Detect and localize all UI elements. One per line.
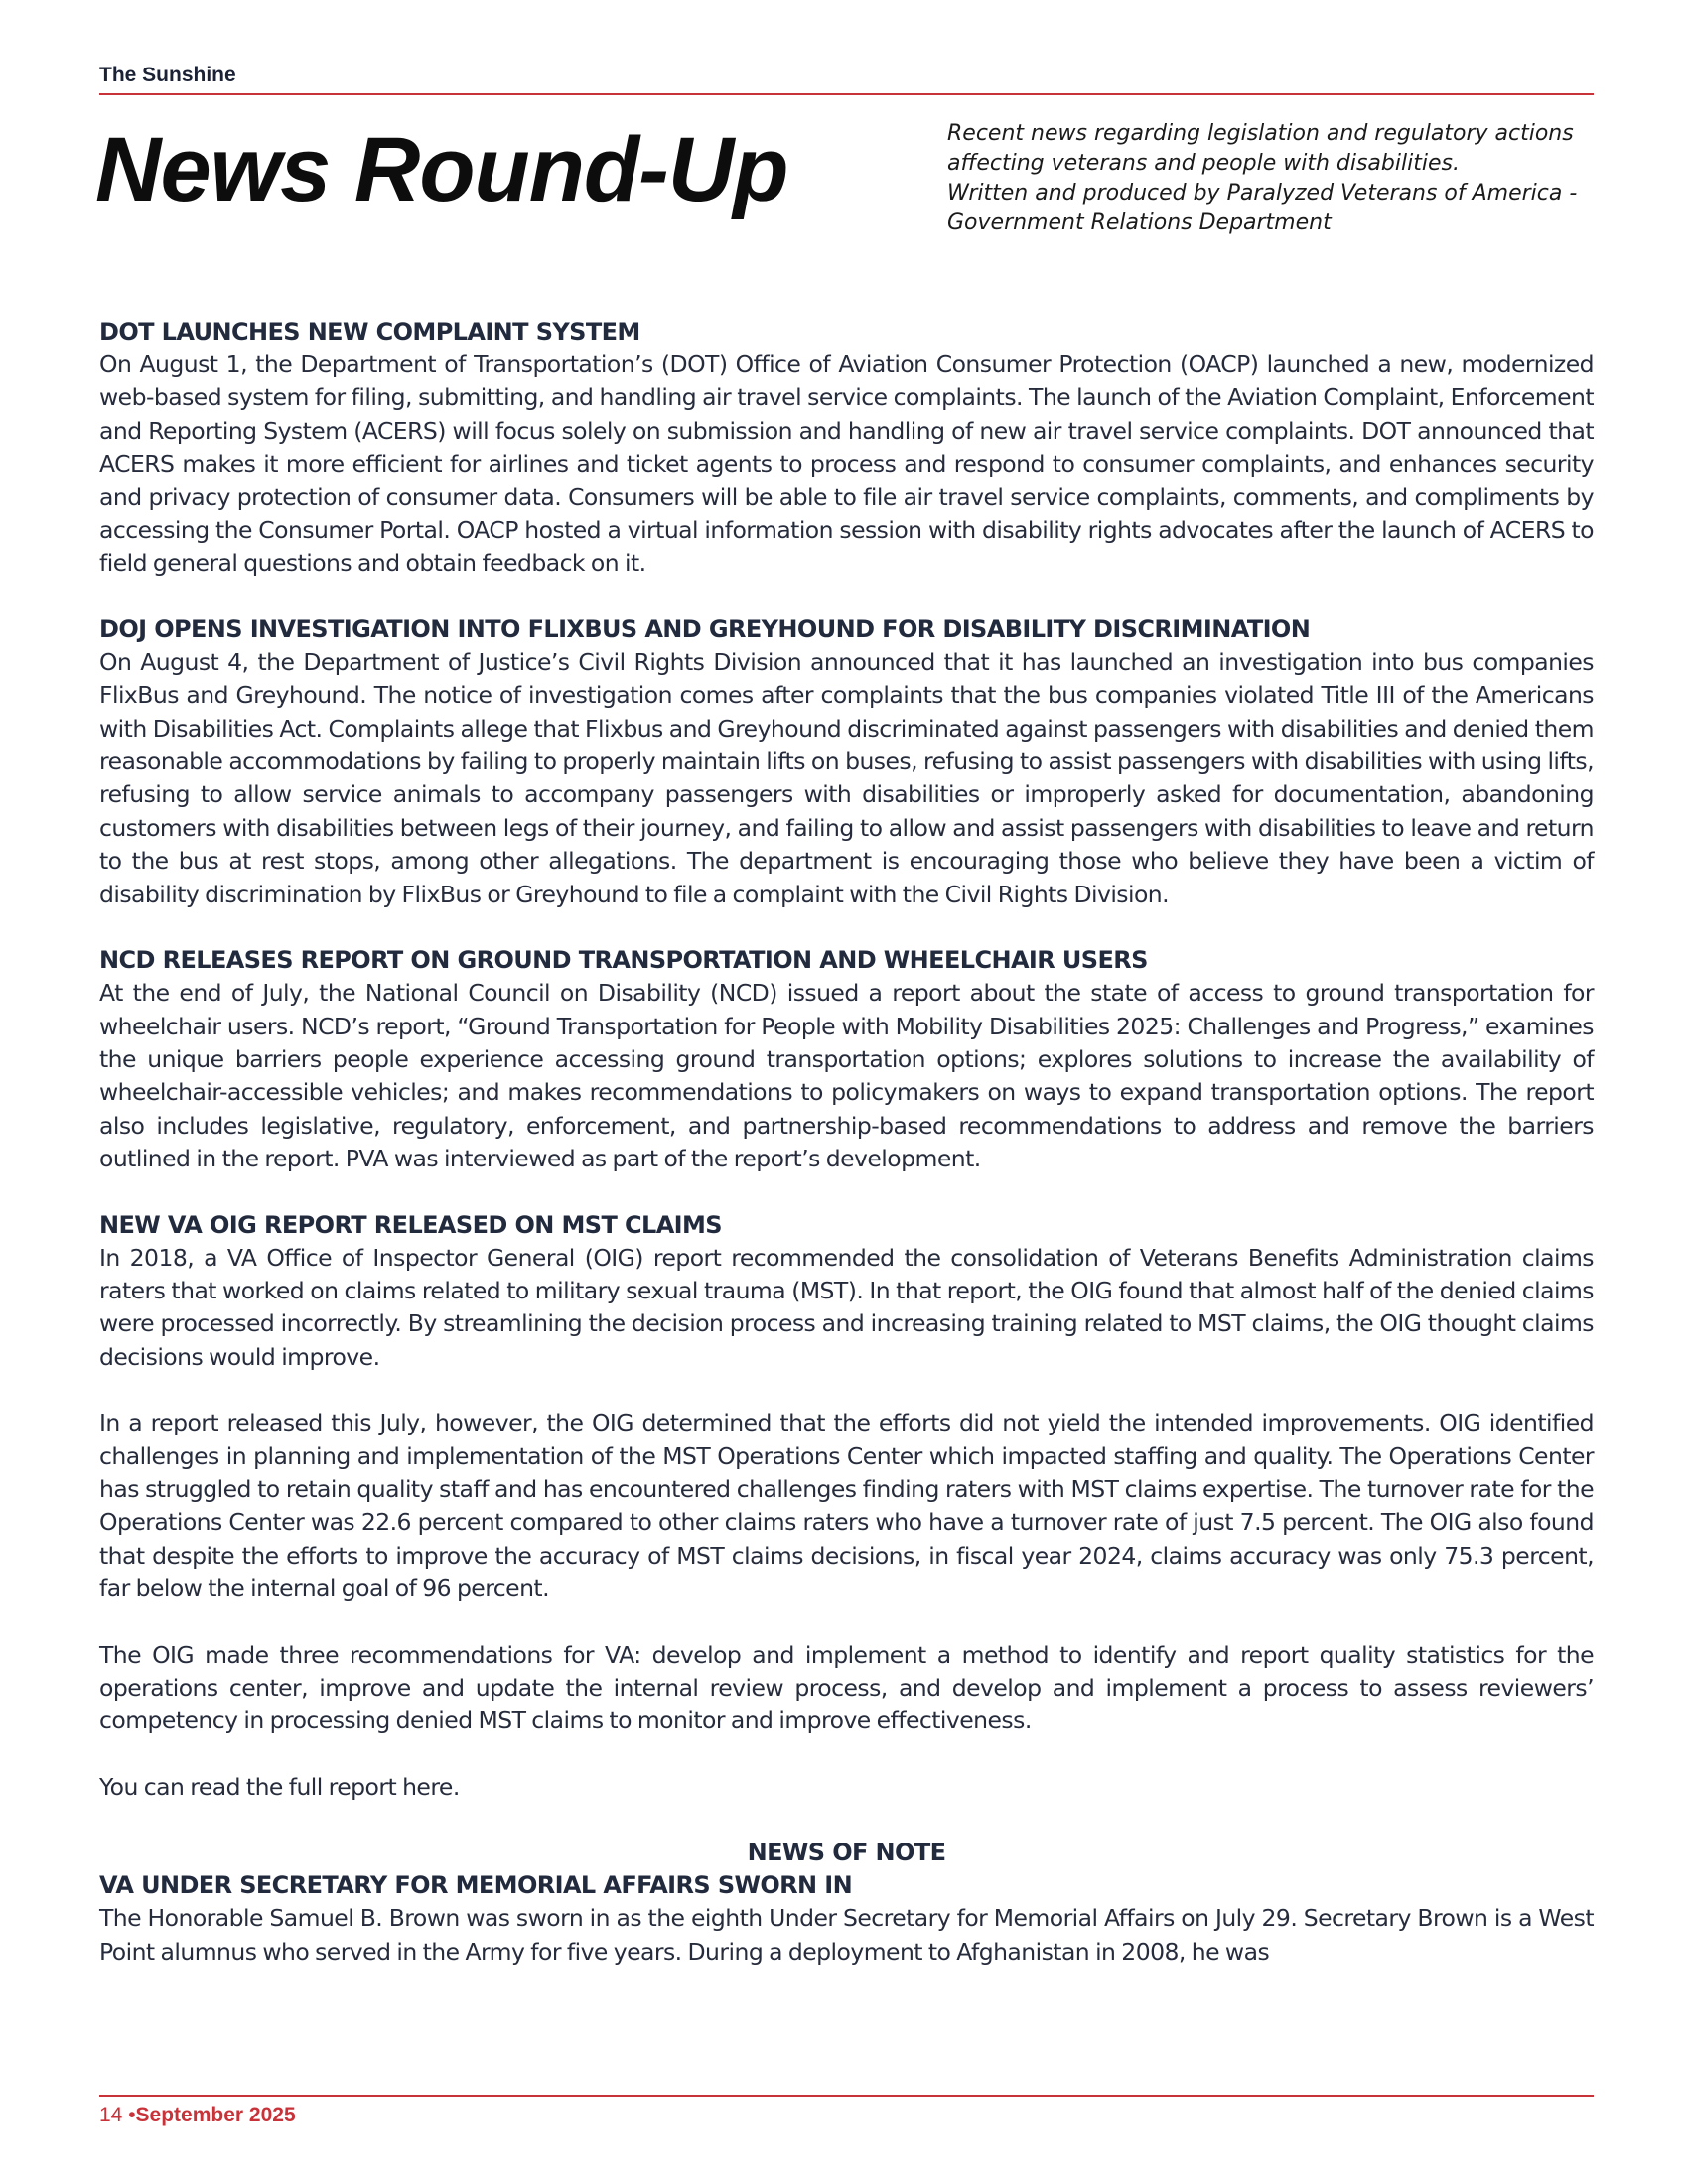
news-of-note: [99, 1837, 1594, 1969]
page-title: News Round-Up: [95, 119, 788, 220]
full-report-link-text[interactable]: You can read the full report here.: [99, 1772, 460, 1801]
intro-description: Recent news regarding legislation and regulatory actions affecting veterans and people with disabilities.: [947, 121, 1574, 176]
footer-separator: •: [122, 2104, 136, 2126]
article-paragraph: In 2018, a VA Office of Inspector General (OIG) report recommended the consolidation of Veterans Benefits Administration claims raters that worked on claims related to military sexual trauma (MST). In that report, the OIG found that almost half of the denied claims were processed incorrectly. By streamlining the decision process and increasing training related to MST claims, the OIG thought claims decisions would improve.: [99, 1243, 1594, 1371]
intro-credit: Written and produced by Paralyzed Veterans of America - Government Relations Department: [947, 181, 1578, 235]
spacer: [99, 1738, 1594, 1771]
intro-block: [947, 119, 1603, 238]
spacer: [99, 1374, 1594, 1407]
article-column: [99, 316, 1594, 1969]
article-paragraph: At the end of July, the National Council on Disability (NCD) issued a report about the state of access to ground transportation for wheelchair users. NCD’s report, “Ground Transportation for People with Mobility Disabilities 2025: Challenges and Progress,” examines the unique barriers people experience accessing ground transportation options; explores solutions to increase the availability of wheelchair-accessible vehicles; and makes recommendations to policymakers on ways to expand transportation options. The report also includes legislative, regulatory, enforcement, and partnership-based recommendations to address and remove the barriers outlined in the report. PVA was interviewed as part of the report’s development.: [99, 979, 1594, 1173]
publication-name: The Sunshine: [99, 64, 236, 86]
article-paragraph: In a report released this July, however, the OIG determined that the efforts did not yield the intended improvements. OIG identified challenges in planning and implementation of the MST Operations Center which impacted staffing and quality. The Operations Center has struggled to retain quality staff and has encountered challenges finding raters with MST claims expertise. The turnover rate for the Operations Center was 22.6 percent compared to other claims raters who have a turnover rate of just 7.5 percent. The OIG also found that despite the efforts to improve the accuracy of MST claims decisions, in fiscal year 2024, claims accuracy was only 75.3 percent, far below the internal goal of 96 percent.: [99, 1409, 1594, 1603]
spacer: [99, 581, 1594, 614]
page-number: 14: [99, 2104, 123, 2126]
article-headline: VA UNDER SECRETARY FOR MEMORIAL AFFAIRS SWORN IN: [99, 1871, 853, 1900]
spacer: [99, 1606, 1594, 1639]
spacer: [99, 1176, 1594, 1209]
article-paragraph: On August 4, the Department of Justice’s Civil Rights Division announced that it has launched an investigation into bus companies FlixBus and Greyhound. The notice of investigation comes after complaints that the bus companies violated Title III of the Americans with Disabilities Act. Complaints allege that Flixbus and Greyhound discriminated against passengers with disabilities and denied them reasonable accommodations by failing to properly maintain lifts on buses, refusing to assist passengers with disabilities with using lifts, refusing to allow service animals to accompany passengers with disabilities or improperly asked for documentation, abandoning customers with disabilities between legs of their journey, and failing to allow and assist passengers with disabilities to leave and return to the bus at rest stops, among other allegations. The department is encouraging those who believe they have been a victim of disability discrimination by FlixBus or Greyhound to file a complaint with the Civil Rights Division.: [99, 647, 1594, 908]
article-headline: NEW VA OIG REPORT RELEASED ON MST CLAIMS: [99, 1210, 722, 1239]
article-doj-investigation: [99, 614, 1594, 911]
article-headline: DOJ OPENS INVESTIGATION INTO FLIXBUS AND GREYHOUND FOR DISABILITY DISCRIMINATION: [99, 614, 1311, 643]
article-ncd-report: [99, 944, 1594, 1175]
article-paragraph: The OIG made three recommendations for VA: develop and implement a method to identify and report quality statistics for the operations center, improve and update the internal review process, and develop and implement a process to assess reviewers’ competency in processing denied MST claims to monitor and improve effectiveness.: [99, 1640, 1594, 1735]
header-divider: [99, 93, 1594, 95]
footer-divider: [99, 2095, 1594, 2097]
page-footer: [99, 2104, 296, 2127]
article-paragraph: On August 1, the Department of Transportation’s (DOT) Office of Aviation Consumer Protection (OACP) launched a new, modernized web-based system for filing, submitting, and handling air travel service complaints. The launch of the Aviation Complaint, Enforcement and Reporting System (ACERS) will focus solely on submission and handling of new air travel service complaints. DOT announced that ACERS makes it more efficient for airlines and ticket agents to process and respond to consumer complaints, and enhances security and privacy protection of consumer data. Consumers will be able to file air travel service complaints, comments, and compliments by accessing the Consumer Portal. OACP hosted a virtual information session with disability rights advocates after the launch of ACERS to field general questions and obtain feedback on it.: [99, 350, 1594, 578]
section-title: NEWS OF NOTE: [747, 1839, 946, 1867]
article-dot-complaint-system: [99, 316, 1594, 581]
spacer: [99, 911, 1594, 944]
article-headline: NCD RELEASES REPORT ON GROUND TRANSPORTATION AND WHEELCHAIR USERS: [99, 946, 1148, 975]
spacer: [99, 1804, 1594, 1837]
issue-date: September 2025: [135, 2104, 296, 2126]
article-va-oig-report: [99, 1209, 1594, 1805]
article-headline: DOT LAUNCHES NEW COMPLAINT SYSTEM: [99, 318, 640, 345]
article-paragraph: The Honorable Samuel B. Brown was sworn in as the eighth Under Secretary for Memorial Affairs on July 29. Secretary Brown is a West Point alumnus who served in the Army for five years. During a deployment to Afghanistan in 2008, he was: [99, 1904, 1594, 1966]
